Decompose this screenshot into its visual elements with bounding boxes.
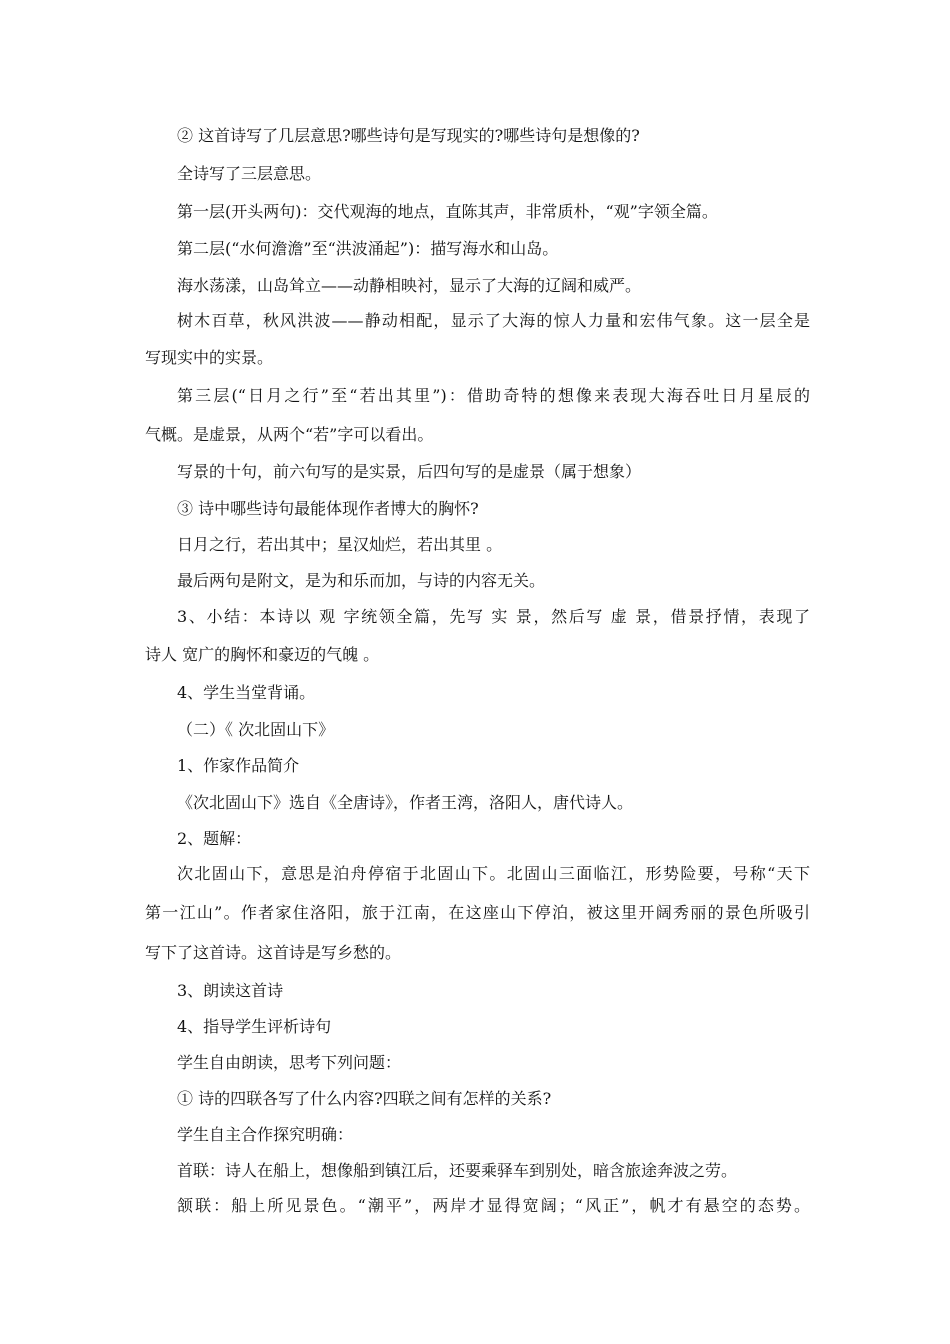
text-line: ① 诗的四联各写了什么内容?四联之间有怎样的关系?: [177, 1089, 552, 1108]
text-line: （二）《 次北固山下》: [177, 720, 335, 739]
text-line: 2、题解：: [177, 829, 252, 848]
text-line: ② 这首诗写了几层意思?哪些诗句是写现实的?哪些诗句是想像的?: [177, 126, 640, 145]
text-line: 诗人 宽广的胸怀和豪迈的气魄 。: [145, 645, 380, 664]
text-line: 第一层(开头两句)：交代观海的地点，直陈其声，非常质朴，“观”字领全篇。: [177, 202, 718, 221]
text-line: 第一江山”。作者家住洛阳，旅于江南，在这座山下停泊，被这里开阔秀丽的景色所吸引: [145, 903, 810, 922]
text-line: 学生自由朗读，思考下列问题：: [177, 1053, 402, 1072]
text-line: 第二层(“水何澹澹”至“洪波涌起”)：描写海水和山岛。: [177, 239, 559, 258]
text-line: 写下了这首诗。这首诗是写乡愁的。: [145, 943, 402, 962]
text-line: 全诗写了三层意思。: [177, 164, 322, 183]
text-line: 树木百草，秋风洪波——静动相配，显示了大海的惊人力量和宏伟气象。这一层全是: [177, 311, 810, 330]
text-line: 1、作家作品简介: [177, 756, 300, 775]
text-line: 写景的十句，前六句写的是实景，后四句写的是虚景（属于想象）: [177, 462, 642, 481]
text-line: 颔联：船上所见景色。“潮平”，两岸才显得宽阔；“风正”，帆才有悬空的态势。: [177, 1196, 810, 1215]
text-line: 日月之行，若出其中；星汉灿烂，若出其里 。: [177, 535, 503, 554]
text-line: 最后两句是附文，是为和乐而加，与诗的内容无关。: [177, 571, 546, 590]
text-line: 《次北固山下》选自《全唐诗》，作者王湾，洛阳人，唐代诗人。: [177, 793, 634, 812]
text-line: 3、小结：本诗以 观 字统领全篇，先写 实 景，然后写 虚 景，借景抒情，表现了: [177, 607, 810, 626]
text-line: ③ 诗中哪些诗句最能体现作者博大的胸怀?: [177, 499, 479, 518]
text-line: 海水荡漾，山岛耸立——动静相映衬，显示了大海的辽阔和威严。: [177, 276, 642, 295]
text-line: 首联：诗人在船上，想像船到镇江后，还要乘驿车到别处，暗含旅途奔波之劳。: [177, 1161, 738, 1180]
text-line: 次北固山下，意思是泊舟停宿于北固山下。北固山三面临江，形势险要，号称“天下: [177, 864, 810, 883]
text-line: 气概。是虚景，从两个“若”字可以看出。: [145, 425, 434, 444]
text-line: 第三层(“日月之行”至“若出其里”)：借助奇特的想像来表现大海吞吐日月星辰的: [177, 386, 810, 405]
text-line: 4、指导学生评析诗句: [177, 1017, 332, 1036]
text-line: 4、学生当堂背诵。: [177, 683, 316, 702]
text-line: 3、朗读这首诗: [177, 981, 284, 1000]
text-line: 学生自主合作探究明确：: [177, 1125, 354, 1144]
text-line: 写现实中的实景。: [145, 348, 274, 367]
